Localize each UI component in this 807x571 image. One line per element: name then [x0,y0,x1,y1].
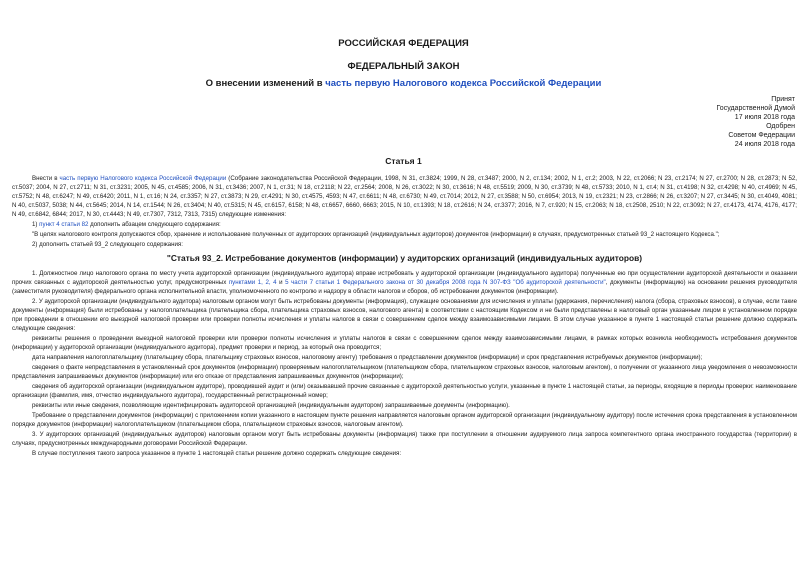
law-type-heading: ФЕДЕРАЛЬНЫЙ ЗАКОН [347,61,460,72]
intro-text: (Собрание законодательства Российской Федерации, 1998, N 31, ст.3824; 1999, N 28, ст.3487; 2000, N 2, ст.134; 2002, N 1, ст.2; 2003, N 22, ст.2066; N 23, ст.2174; N 27, ст.2700; N 28, ст.2873; N 52, ст.5037; 2004, N 27, ст.2711; N 31, ст.3231; 2005, N 45, ст.4585; 2006, N 31, ст.3436; 2007, N 1, ст.31; N 18, ст.2118; N 22, ст.2564; 2008, N 26, ст.3022; N 30, ст.3616; N 48, ст.5519; 2009, N 30, ст.3739; N 48, ст.5733; 2010, N 1, ст.4; N 31, ст.4198; N 32, ст.4298; N 40, ст.4969; N 45, ст.5752; N 48, ст.6247; N 49, ст.6420; 2011, N 1, ст.16; N 24, ст.3357; N 27, ст.3873; N 29, ст.4291; N 30, ст.4575, 4593; N 47, ст.6611; N 48, ст.6730; N 49, ст.7014; 2012, N 27, ст.3588; N 50, ст.6954; 2013, N 19, ст.2321; N 23, ст.2866; N 26, ст.3207; N 27, ст.3445; N 30, ст.4049, 4081; N 40, ст.5037, 5038; N 44, ст.5645; 2014, N 14, ст.1544; N 26, ст.3404; N 40, ст.5315; N 45, ст.6157, 6158; N 48, ст.6657, 6660, 6663; 2015, N 10, ст.1393; N 18, ст.2616; N 24, ст.3377; 2016, N 7, ст.920; N 15, ст.2063; N 18, ст.2508, 2510; N 22, ст.3092; N 27, ст.4173, 4174, 4176, 4177; N 49, ст.6842, 6844; 2017, N 30, ст.4443; N 49, ст.7307, 7312, 7313, 7315) следующие изменения: [12,175,798,218]
adoption-line: Государственной Думой [716,104,795,112]
item-1-text: дополнить абзацем следующего содержания: [88,220,221,228]
paragraph-9: 3. У аудиторских организаций (индивидуальных аудиторов) налоговым органом могут быть истребованы документы (информация) также при поступлении в отношении аудируемого лица запроса компетентного органа иностранного государства (территории) в случаях, предусмотренных международными договорами Российской Федерации. [12,430,797,447]
country-heading: РОССИЙСКАЯ ФЕДЕРАЦИЯ [338,38,469,49]
adoption-line: Советом Федерации [728,131,795,139]
audit-law-link[interactable]: 5 части 7 статьи 1 Федерального закона от 30 декабря 2008 года N 307-ФЗ "Об аудиторской деятельности" [285,279,606,287]
paragraph-1 [12,270,797,297]
law-title-prefix: О внесении изменений в [205,78,326,89]
paragraph-1-text: , документы (информацию) на основании решения руководителя (заместителя руководителя) федерального органа исполнительной власти, уполномоченного по контролю и надзору в области налогов и сборов, об истребовании документов (информации). [12,279,797,296]
points-link[interactable]: пунктами 1, 2, 4 [228,279,277,287]
article-body [12,175,797,460]
paragraph-3: реквизиты решения о проведении выездной налоговой проверки или проверки полноты исчисления и уплаты налогов в связи с совершением сделок между взаимозависимыми лицами, в рамках которых возникла необходимость истребования документов (информации) у аудиторской организации (индивидуального аудитора), предмет проверки и период, за который она проводится; [12,334,797,351]
tax-code-part-one-link[interactable]: часть первую Налогового кодекса Российской Федерации [325,78,602,89]
law-title [0,78,807,89]
item-2: 2) дополнить статьей 93_2 следующего содержания: [32,240,183,248]
paragraph-4: дата направления налогоплательщику (плательщику сбора, плательщику страховых взносов, налоговому агенту) требования о представлении документов (информации) и срок представления истребуемых документов (информации); [32,353,703,361]
paragraph-1-text: 1. Должностное лицо налогового органа по месту учета аудиторской организации (индивидуального аудитора) вправе истребовать у аудиторской организации (индивидуального аудитора) полученные ею при осуществлении аудиторской деятельности и оказании прочих связанных с аудиторской деятельностью услуг, предусмотренных [12,270,797,287]
item-1 [12,221,797,230]
article-title: Статья 1 [385,156,422,166]
paragraph-10: В случае поступления такого запроса указанное в пункте 1 настоящей статьи решение должно содержать следующие сведения: [32,449,402,457]
paragraph-7: реквизиты или иные сведения, позволяющие идентифицировать аудиторской организацией (индивидуальным аудитором) запрашиваемые документы (информацию). [32,401,510,409]
paragraph-2: 2. У аудиторской организации (индивидуального аудитора) налоговым органом могут быть истребованы документы (информация), служащие основаниями для исчисления и уплаты (удержания, перечисления) налога (сбора, страховых взносов), в случае, если такие документы (информация) были истребованы у налогоплательщика (плательщика сбора, плательщика страховых взносов, налогового агента) в соответствии с настоящим Кодексом и не были представлены в налоговый орган указанным лицом в установленном порядке при проведении в отношении его выездной налоговой проверки или проверки полноты исчисления и уплаты налогов в связи с совершением сделок между взаимозависимыми лицами. В этом случае указанное в пункте 1 настоящей статьи решение должно содержать следующие сведения: [12,298,797,332]
new-article-title: "Статья 93_2. Истребование документов (информации) у аудиторских организаций (индивидуальных аудиторов) [166,252,643,263]
adoption-block [716,96,795,149]
paragraph-1-text: и [276,279,286,287]
adoption-line: 24 июля 2018 года [734,140,795,148]
paragraph-8: Требование о представлении документов (информации) с приложением копии указанного в настоящем пункте решения направляется налоговым органом аудиторской организации (индивидуальному аудитору) после истечения срока представления в установленном порядке документов (информации) налогоплательщиком (плательщиком сбора, плательщиком страховых взносов, налоговым агентом). [12,411,797,428]
tax-code-link[interactable]: часть первую Налогового кодекса Российской Федерации [59,175,227,182]
adoption-line: Одобрен [766,122,795,130]
item-1-number: 1) [32,220,40,228]
article-82-link[interactable]: пункт 4 статьи 82 [39,220,89,228]
adoption-line: 17 июля 2018 года [734,113,795,121]
paragraph-6: сведения об аудиторской организации (индивидуальном аудиторе), проводившей аудит и (или) оказывавшей прочие связанные с аудиторской деятельностью услуги, указанные в пункте 1 настоящей статьи, за периоды, входящие в периоды проверки: наименование организации (фамилия, имя, отчество индивидуального аудитора), государственный регистрационный номер; [12,382,797,399]
paragraph-5: сведения о факте непредставления в установленный срок документов (информации) проверяемым налогоплательщиком (плательщиком сбора, плательщиком страховых взносов, налоговым агентом), о получении от указанного лица уведомления о невозможности представления запрашиваемых документов (информации) или его отказе от представления запрашиваемых документов (информации); [12,363,797,380]
intro-paragraph [12,175,797,220]
intro-text: Внести в [32,175,60,182]
quote-paragraph: "В целях налогового контроля допускаются сбор, хранение и использование полученных от аудиторских организаций (индивидуальных аудиторов) документов (информации) в случаях, предусмотренных статьей 93_2 настоящего Кодекса."; [32,230,720,238]
adoption-line: Принят [771,96,795,103]
